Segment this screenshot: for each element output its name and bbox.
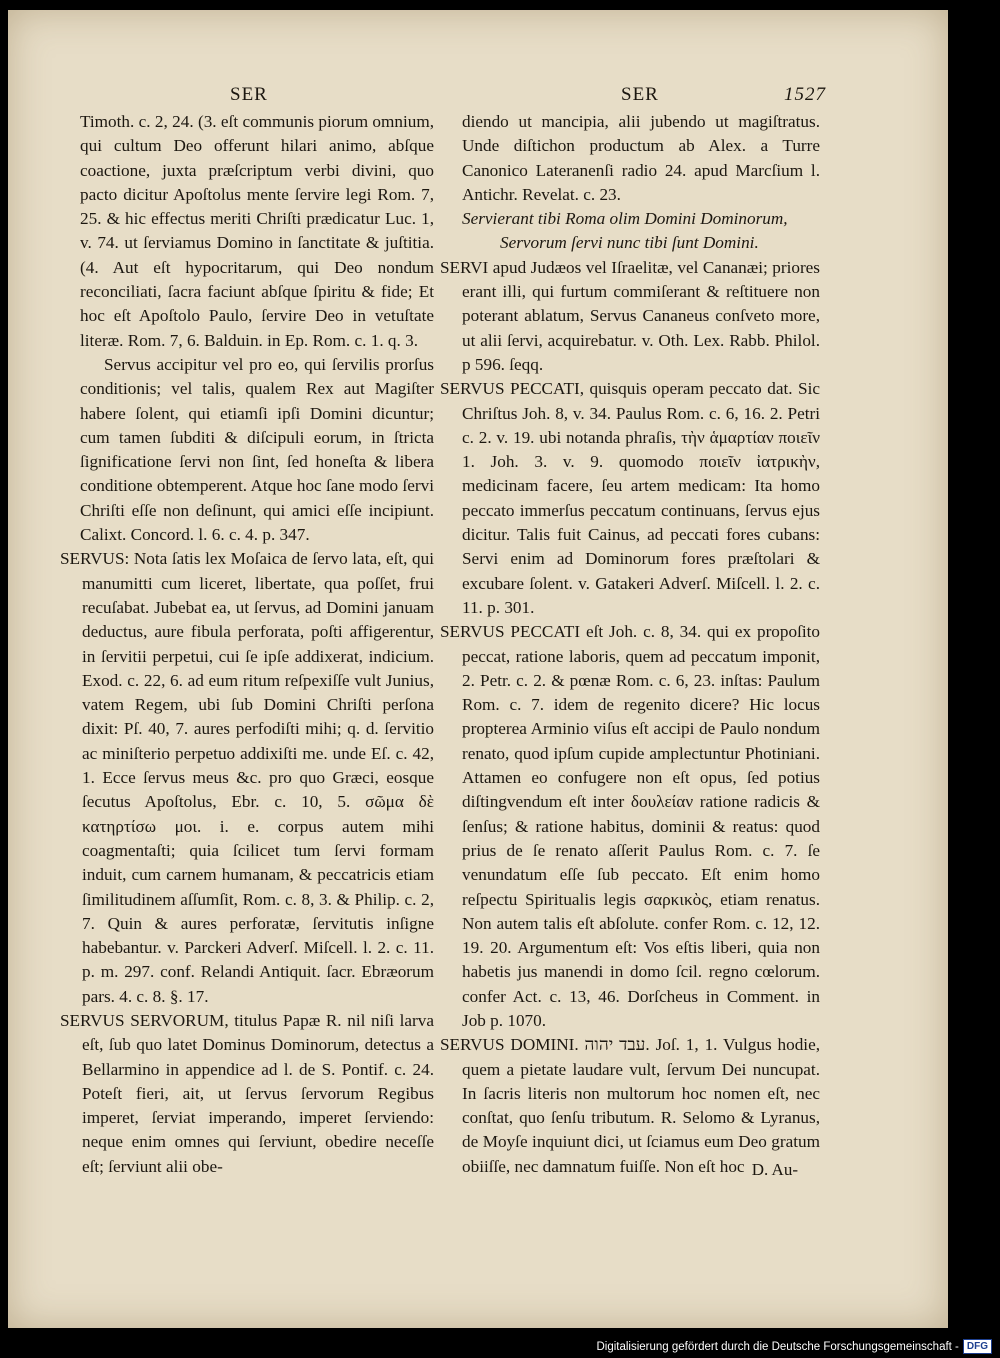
- verse-line: Servierant tibi Roma olim Domini Dominorum,: [462, 209, 788, 229]
- running-header-right: SER: [621, 84, 659, 105]
- entry-paragraph: SERVI apud Judæos vel Iſraelitæ, vel Cananæi; priores erant illi, qui furtum commiſerant & reſtituere non poterant ablatum, Servus Cananeus conſveto more, ut alii ſervi, acquirebatur. v. Oth. Lex. Rabb. Philol. p 596. ſeqq.: [440, 257, 820, 374]
- dfg-logo-icon: DFG: [963, 1339, 992, 1354]
- entry-paragraph: SERVUS SERVORUM, titulus Papæ R. nil niſi larva eſt, ſub quo latet Dominus Dominorum, detectus a Bellarmino in appendice ad l. de S. Pontif. c. 24. Poteſt fieri, ait, ut ſervus ſervorum Regibus imperet, ſerviat imperando, imperet ſerviendo: neque enim omnes qui ſerviunt, obedire neceſſe eſt; ſerviunt alii obe-: [60, 1010, 434, 1176]
- verse-line: Servorum ſervi nunc tibi ſunt Domini.: [500, 233, 759, 253]
- footer-text: Digitalisierung gefördert durch die Deutsche Forschungsgemeinschaft -: [596, 1340, 959, 1353]
- running-header-left: SER: [230, 84, 268, 105]
- entry-paragraph: Servus accipitur vel pro eo, qui ſervilis prorſus conditionis; vel talis, qualem Rex aut Magiſter habere ſolent, qui etiamſi ipſi Domini dicuntur; cum tamen ſubditi & diſcipuli eorum, in ſtricta ſignificatione ſervi non ſint, ſed honeſta & libera conditione obtemperent. Atque hoc ſane modo ſervi Chriſti eſſe non deſinunt, qui amici eſſe incipiunt. Calixt. Concord. l. 6. c. 4. p. 347.: [80, 354, 434, 545]
- page-number: 1527: [784, 84, 826, 105]
- catchword: D. Au-: [751, 1160, 798, 1179]
- entry-paragraph: Timoth. c. 2, 24. (3. eſt communis piorum omnium, qui cultum Deo offerunt hilari animo, abſque coactione, juxta præſcriptum verbi divini, quo pacto dicitur Apoſtolus mente ſervire legi Rom. 7, 25. & hic effectus meriti Chriſti prædicatur Luc. 1, v. 74. ut ſerviamus Domino in ſanctitate & juſtitia. (4. Aut eſt hypocritarum, qui Deo nondum reconciliati, ſacra faciunt abſque ſpiritu & fide; Et hoc eſt Apoſtolo Paulo, ſervire Deo in vetuſtate literæ. Rom. 7, 6. Balduin. in Ep. Rom. c. 1. q. 3.: [80, 112, 434, 350]
- book-page: [8, 10, 948, 1328]
- entry-paragraph: SERVUS PECCATI eſt Joh. c. 8, 34. qui ex propoſito peccat, ratione laboris, quem ad peccatum imponit, 2. Petr. c. 2. & pœnæ Rom. c. 6, 23. inſtas: Paulum Rom. c. 7. idem de regenito dicere? Hic locus propterea Arminio viſus eſt accipi de Paulo nondum renato, quod ipſum cupide amplectuntur Photiniani. Attamen eo confugere non eſt opus, ſed potius diſtingvendum eſt inter δουλείαν ratione radicis & ſenſus; & ratione habitus, dominii & reatus: quod prius de ſe renato aſſerit Paulus Rom. c. 7. ſe venundatum eſſe ſub peccato. Eſt enim homo reſpectu Spiritualis legis σαρκικὸς, etiam renatus. Non autem talis eſt abſolute. confer Rom. c. 12, 12. 19. 20. Argumentum eſt: Vos eſtis liberi, quia non habetis jus manendi in domo ſcil. regno cœlorum. confer Act. c. 13, 46. Dorſcheus in Comment. in Job p. 1070.: [440, 622, 820, 1030]
- entry-paragraph: SERVUS PECCATI, quisquis operam peccato dat. Sic Chriſtus Joh. 8, v. 34. Paulus Rom. c. 6, 16. 2. Petri c. 2. v. 19. ubi notanda phraſis, τὴν ἁμαρτίαν ποιεῖν 1. Joh. 3. v. 9. quomodo ποιεῖν ἰατρικὴν, medicinam facere, ſeu artem medicam: Ita homo peccato immerſus peccatum continuans, ſervus ejus dicitur. Talis fuit Cainus, ad peccati fores cubans: Servi enim ad Dominorum fores præſtolari & excubare ſolent. v. Gatakeri Adverſ. Miſcell. l. 2. c. 11. p. 301.: [440, 379, 820, 617]
- right-column: [440, 110, 820, 1179]
- entry-paragraph: SERVUS: Nota ſatis lex Moſaica de ſervo lata, eſt, qui manumitti cum liceret, libertate, qua poſſet, frui recuſabat. Jubebat ea, ut ſervus, ad Domini januam deductus, aure fibula perforata, poſti affigerentur, in ſervitii perpetui, cui ſe ipſe addixerat, indicium. Exod. c. 22, 6. ad eum ritum reſpexiſſe vult Junius, vatem Regem, ubi ſub Domini Chriſti perſona dixit: Pſ. 40, 7. aures perfodiſti mihi; q. d. ſervitio ac miniſterio perpetuo addixiſti me. unde Eſ. c. 42, 1. Ecce ſervus meus &c. pro quo Græci, eosque ſecutus Apoſtolus, Ebr. c. 10, 5. σῶμα δὲ κατηρτίσω μοι. i. e. corpus autem mihi coagmentaſti; quia ſcilicet tum ſervi formam induit, cum carnem humanam, & peccatricis etiam ſimilitudinem aſſumſit, Rom. c. 8, 3. & Philip. c. 2, 7. Quin & aures perforatæ, ſervitutis inſigne habebantur. v. Parckeri Adverſ. Miſcell. l. 2. c. 11. p. m. 297. conf. Relandi Antiquit. ſacr. Ebræorum pars. 4. c. 8. §. 17.: [60, 549, 434, 1006]
- entry-paragraph: diendo ut mancipia, alii jubendo ut magiſtratus. Unde diſtichon productum ab Alex. a Turre Canonico Lateranenſi radio 24. apud Marcſium l. Antichr. Revelat. c. 23.: [462, 112, 820, 204]
- digitization-footer: [596, 1339, 992, 1354]
- entry-paragraph: SERVUS DOMINI. עבד יהוה. Joſ. 1, 1. Vulgus hodie, quem a pietate laudare vult, ſervum Dei nuncupat. In ſacris literis non multorum hoc nomen eſt, nec conſtat, quo ſenſu tributum. R. Selomo & Lyranus, de Moyſe inquiunt dici, ut ſciamus eum Deo gratum obiiſſe, nec damnatum fuiſſe. Non eſt hoc: [440, 1035, 821, 1176]
- left-column: [60, 110, 434, 1179]
